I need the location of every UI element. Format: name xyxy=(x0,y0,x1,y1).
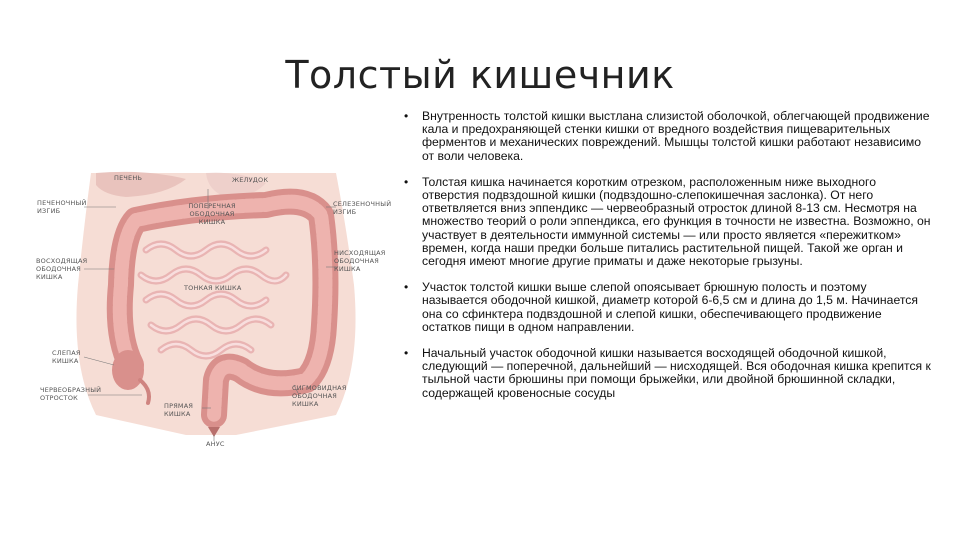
label-transverse-colon: ПОПЕРЕЧНАЯ ОБОДОЧНАЯ КИШКА xyxy=(188,202,236,226)
label-hepatic-flexure: ПЕЧЕНОЧНЫЙ ИЗГИБ xyxy=(37,199,87,215)
label-rectum: ПРЯМАЯ КИШКА xyxy=(164,402,194,418)
bullet-list xyxy=(404,110,934,413)
bullet-dot: • xyxy=(404,280,409,295)
bullet-text: Участок толстой кишки выше слепой опоясывает брюшную полость и поэтому называется ободочной кишкой, диаметр которой 6-6,5 см и длина до 1,5 м. Начинается она со сфинктера подвздошной и слепой кишки, обеспечивающего продвижение остатков пищи в одном направлении. xyxy=(422,280,918,334)
large-intestine-illustration xyxy=(36,165,396,450)
cecum-shape xyxy=(112,350,144,390)
bullet-text: Внутренность толстой кишки выстлана слизистой оболочкой, облегчающей продвижение кала и предохраняющей стенки кишки от вредного воздействия пищеварительных ферментов и механических повреждений. Мышцы толстой кишки работают независимо от воли человека. xyxy=(422,109,930,163)
bullet-item xyxy=(404,110,934,163)
label-splenic-flexure: СЕЛЕЗЕНОЧНЫЙ ИЗГИБ xyxy=(333,200,392,216)
label-anus: АНУС xyxy=(206,440,225,448)
bullet-text: Толстая кишка начинается коротким отрезком, расположенным ниже выходного отверстия подвздошной кишки (подвздошно-слепокишечная заслонка). От него ответвляется вниз эппендикс — червеобразный отросток длиной 8-13 см. Несмотря на множество теорий о роли эппендикса, его функция в точности не известна. Возможно, он участвует в деятельности иммунной системы — или просто является «пережитком» времен, когда наши предки больше питались растительной пищей. Такой же орган и сегодня имеют многие другие приматы и даже некоторые грызуны. xyxy=(422,174,931,269)
bullet-dot: • xyxy=(404,174,409,189)
label-descending-colon: НИСХОДЯЩАЯ ОБОДОЧНАЯ КИШКА xyxy=(334,249,386,273)
label-small-intestine: ТОНКАЯ КИШКА xyxy=(184,284,242,292)
bullet-text: Начальный участок ободочной кишки называется восходящей ободочной кишкой, следующий — поперечной, дальнейший — нисходящей. Вся ободочная кишка крепится к тыльной части брюшины при помощи брыжейки, или двойной брюшинной складки, содержащей кровеносные сосуды xyxy=(422,346,931,400)
bullet-dot: • xyxy=(404,346,409,361)
bullet-item xyxy=(404,347,934,400)
bullet-dot: • xyxy=(404,109,409,123)
label-ascending-colon: ВОСХОДЯЩАЯ ОБОДОЧНАЯ КИШКА xyxy=(36,257,88,281)
slide-title: Толстый кишечник xyxy=(285,53,675,98)
label-sigmoid-colon: СИГМОВИДНАЯ ОБОДОЧНАЯ КИШКА xyxy=(292,384,347,408)
label-cecum: СЛЕПАЯ КИШКА xyxy=(52,349,81,365)
bullet-item xyxy=(404,281,934,334)
label-liver: ПЕЧЕНЬ xyxy=(114,174,143,182)
label-appendix: ЧЕРВЕОБРАЗНЫЙ ОТРОСТОК xyxy=(40,386,102,402)
bullet-item xyxy=(404,176,934,268)
label-stomach: ЖЕЛУДОК xyxy=(232,176,269,184)
